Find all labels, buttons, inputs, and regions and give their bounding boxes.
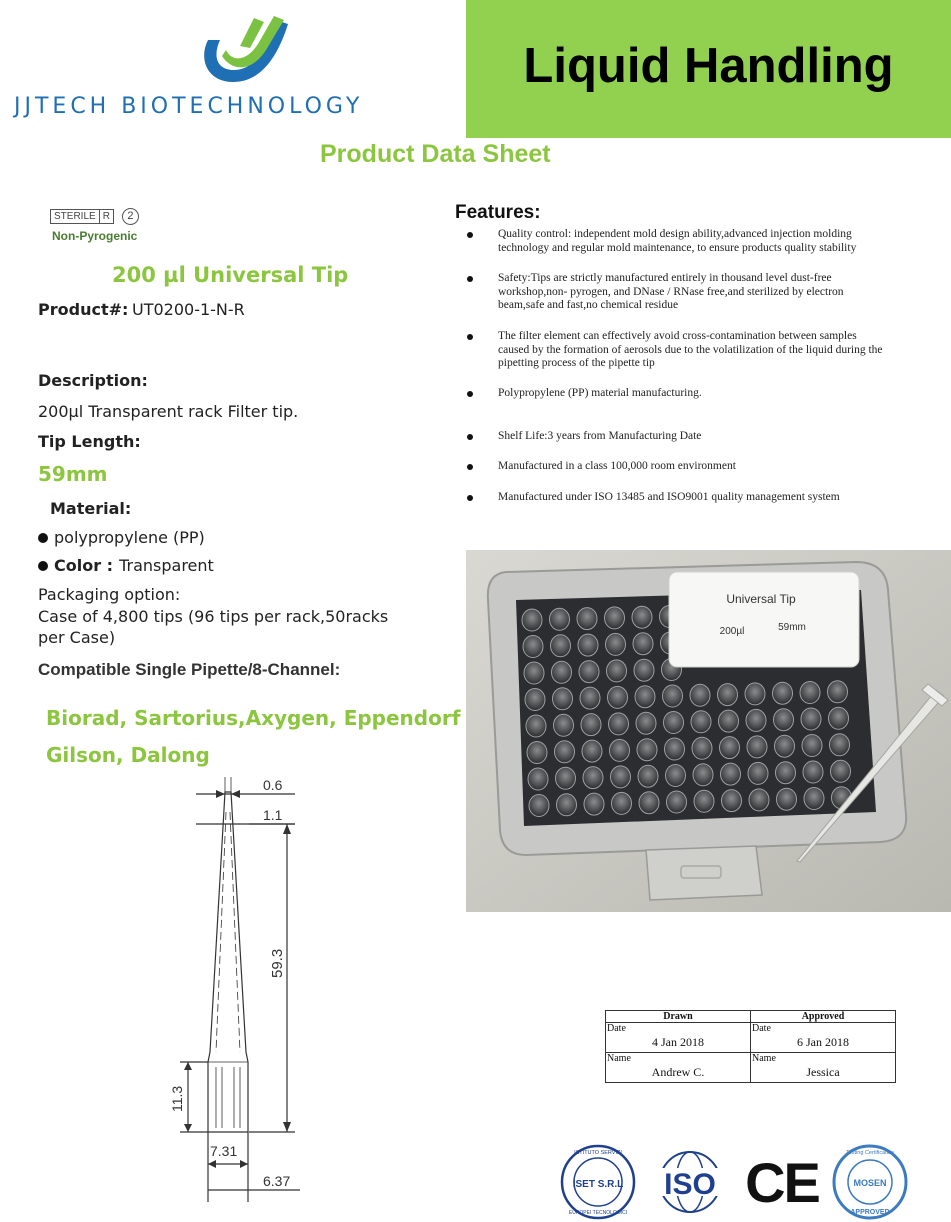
- rack-well: [554, 714, 574, 736]
- rack-well: [605, 607, 625, 629]
- rack-well: [528, 768, 548, 790]
- rack-well: [831, 760, 851, 782]
- tip-dimension-drawing: [160, 772, 330, 1212]
- iset-center: ISET S.R.L: [572, 1179, 624, 1190]
- dim-inner: 6.37: [263, 1173, 291, 1189]
- sterile-tag: [50, 209, 114, 224]
- rack-well: [637, 739, 657, 761]
- rack-well: [577, 608, 597, 630]
- rack-well: [692, 737, 712, 759]
- rack-well: [663, 685, 683, 707]
- bullet-icon: [465, 387, 498, 401]
- feature-text: The filter element can effectively avoid cross-contamination between samples: [498, 330, 857, 342]
- rack-well: [718, 684, 738, 706]
- feature-item: [465, 460, 943, 474]
- bullet-icon: [38, 533, 48, 543]
- dim-second: 1.1: [263, 807, 283, 823]
- sterile-tag-right: R: [99, 210, 110, 223]
- rack-well: [800, 682, 820, 704]
- company-name: JJTECH BIOTECHNOLOGY: [14, 94, 364, 119]
- feature-text: pipetting process of the pipette tip: [498, 357, 655, 369]
- mosen-top: Testing Certification: [846, 1150, 894, 1156]
- rack-well: [804, 788, 824, 810]
- rack-well: [608, 686, 628, 708]
- drawn-date-cell: [606, 1023, 751, 1053]
- feature-text: workshop,non- pyrogen, and DNase / RNase free,and sterilized by electron: [498, 285, 844, 298]
- brands-line-2: Gilson, Dalong: [46, 743, 210, 767]
- rack-well: [633, 633, 653, 655]
- name-key: Name: [607, 1053, 631, 1064]
- rack-well: [580, 687, 600, 709]
- feature-item: [465, 430, 943, 444]
- bullet-icon: [465, 330, 498, 371]
- rack-well: [746, 709, 766, 731]
- date-key: Date: [752, 1023, 771, 1034]
- rack-well: [828, 681, 848, 703]
- brands-line-1: Biorad, Sartorius,Axygen, Eppendorf: [46, 706, 461, 730]
- mosen-seal-icon: [834, 1146, 906, 1218]
- approved-header: Approved: [751, 1011, 896, 1023]
- material-value: polypropylene (PP): [54, 528, 205, 547]
- rack-well: [636, 712, 656, 734]
- product-photo: [466, 550, 951, 912]
- rack-well: [802, 735, 822, 757]
- feature-text: Quality control: independent mold design ability,advanced injection molding: [498, 228, 852, 240]
- banner: [466, 0, 951, 138]
- sterile-tag-left: STERILE: [54, 211, 96, 222]
- rack-well: [721, 763, 741, 785]
- rack-well: [693, 764, 713, 786]
- label-volume: 200µl: [719, 626, 745, 637]
- packaging-line-1: Case of 4,800 tips (96 tips per rack,50racks: [38, 607, 389, 626]
- rack-well: [773, 682, 793, 704]
- feature-item: [465, 228, 943, 255]
- rack-well: [525, 689, 545, 711]
- rack-well: [557, 794, 577, 816]
- iso-logo-icon: [656, 1152, 724, 1212]
- rack-well: [638, 765, 658, 787]
- rack-well: [748, 762, 768, 784]
- name-key: Name: [752, 1053, 776, 1064]
- rack-well: [551, 635, 571, 657]
- feature-item: [465, 272, 943, 313]
- rack-well: [720, 737, 740, 759]
- bullet-icon: [38, 561, 48, 571]
- feature-item: [465, 387, 943, 401]
- rack-well: [801, 708, 821, 730]
- drawn-name: Andrew C.: [651, 1065, 705, 1079]
- dim-collar: 11.3: [169, 1085, 185, 1112]
- rack-well: [667, 791, 687, 813]
- bullet-icon: [465, 460, 498, 474]
- approved-date: 6 Jan 2018: [797, 1035, 849, 1049]
- rack-well: [584, 793, 604, 815]
- packaging-line-2: per Case): [38, 628, 116, 647]
- rack-well: [830, 734, 850, 756]
- drawn-name-cell: [606, 1053, 751, 1083]
- iset-top: ISTITUTO SERVIZI: [574, 1150, 622, 1156]
- sheet-title: Product Data Sheet: [320, 140, 551, 168]
- color-value: Transparent: [119, 556, 214, 575]
- drawn-date: 4 Jan 2018: [652, 1035, 704, 1049]
- feature-text: caused by the formation of aerosols due to the volatilization of the liquid during the: [498, 343, 883, 356]
- non-pyrogenic-label: Non-Pyrogenic: [52, 229, 138, 243]
- rack-well: [803, 761, 823, 783]
- color-label: Color :: [54, 556, 114, 575]
- rack-well: [691, 711, 711, 733]
- dim-outer: 7.31: [210, 1143, 238, 1159]
- rack-well: [632, 606, 652, 628]
- rack-well: [529, 795, 549, 817]
- bullet-icon: [465, 228, 498, 255]
- certification-logos: [560, 1140, 920, 1222]
- rack-well: [634, 659, 654, 681]
- date-key: Date: [607, 1023, 626, 1034]
- feature-text: Shelf Life:3 years from Manufacturing Date: [498, 430, 702, 442]
- feature-text: Manufactured under ISO 13485 and ISO9001 quality management system: [498, 491, 840, 503]
- rack-well: [777, 788, 797, 810]
- rack-well: [747, 736, 767, 758]
- rack-well: [776, 762, 796, 784]
- bullet-icon: [465, 491, 498, 505]
- company-logo: [10, 6, 465, 131]
- iso-text: ISO: [664, 1168, 716, 1201]
- tip-length-value: 59mm: [38, 462, 108, 486]
- bullet-icon: [465, 272, 498, 313]
- feature-text: technology and regular mold maintenance, to ensure products quality stability: [498, 241, 857, 254]
- rack-well: [664, 712, 684, 734]
- feature-item: [465, 491, 943, 505]
- rack-well: [606, 633, 626, 655]
- approved-name-cell: [751, 1053, 896, 1083]
- drawn-header: Drawn: [606, 1011, 751, 1023]
- rack-well: [555, 741, 575, 763]
- description-value: 200µl Transparent rack Filter tip.: [38, 402, 299, 421]
- rack-well: [690, 684, 710, 706]
- rack-well: [553, 688, 573, 710]
- rack-well: [607, 660, 627, 682]
- ce-mark: CE: [745, 1151, 819, 1214]
- rack-well: [583, 767, 603, 789]
- label-title: Universal Tip: [726, 592, 796, 606]
- feature-item: [465, 330, 943, 371]
- rack-well: [635, 686, 655, 708]
- rack-well: [552, 661, 572, 683]
- iset-seal-icon: [562, 1146, 634, 1218]
- rack-well: [579, 661, 599, 683]
- rack-well: [527, 742, 547, 764]
- description-label: Description:: [38, 371, 148, 390]
- rack-well: [522, 609, 542, 631]
- rack-well: [694, 790, 714, 812]
- rack-well: [612, 792, 632, 814]
- rack-well: [745, 683, 765, 705]
- mosen-center: MOSEN: [853, 1178, 887, 1188]
- rack-well: [578, 634, 598, 656]
- approved-date-cell: [751, 1023, 896, 1053]
- rack-well: [775, 735, 795, 757]
- rack-well: [609, 713, 629, 735]
- approval-table: [605, 1010, 896, 1083]
- sterile-badge: [50, 208, 139, 225]
- rack-well: [582, 740, 602, 762]
- color-item: [38, 556, 214, 575]
- material-item: [38, 528, 205, 547]
- label-length: 59mm: [778, 622, 806, 633]
- rack-well: [550, 608, 570, 630]
- tip-rack-image: [466, 550, 951, 912]
- rack-well: [523, 636, 543, 658]
- dim-top: 0.6: [263, 777, 283, 793]
- material-label: Material:: [50, 499, 132, 518]
- features-title: Features:: [455, 202, 541, 223]
- product-number: UT0200-1-N-R: [132, 300, 245, 319]
- feature-text: beam,safe and fast,no chemical residue: [498, 299, 679, 311]
- rack-well: [611, 766, 631, 788]
- single-use-icon: 2: [122, 208, 139, 225]
- rack-well: [722, 790, 742, 812]
- packaging-label: Packaging option:: [38, 585, 181, 604]
- rack-well: [665, 738, 685, 760]
- jj-logo-icon: [188, 10, 298, 90]
- rack-well: [774, 709, 794, 731]
- rack-well: [829, 707, 849, 729]
- rack-well: [666, 765, 686, 787]
- banner-title: Liquid Handling: [523, 39, 894, 93]
- rack-well: [556, 767, 576, 789]
- compatible-label: Compatible Single Pipette/8-Channel:: [38, 660, 341, 679]
- rack-well: [719, 710, 739, 732]
- rack-well: [639, 792, 659, 814]
- rack-well: [749, 789, 769, 811]
- rack-well: [610, 739, 630, 761]
- mosen-bottom: APPROVED: [850, 1209, 890, 1216]
- feature-text: Manufactured in a class 100,000 room environment: [498, 460, 736, 472]
- rack-well: [581, 714, 601, 736]
- iset-bottom: EUROPEI TECNOLOGICI: [568, 1210, 628, 1216]
- rack-well: [526, 715, 546, 737]
- feature-text: Safety:Tips are strictly manufactured entirely in thousand level dust-free: [498, 272, 832, 284]
- approved-name: Jessica: [806, 1065, 840, 1079]
- product-number-label: Product#:: [38, 300, 129, 319]
- product-title: 200 µl Universal Tip: [112, 263, 349, 287]
- rack-well: [524, 662, 544, 684]
- bullet-icon: [465, 430, 498, 444]
- feature-text: Polypropylene (PP) material manufacturing.: [498, 387, 702, 399]
- dim-length: 59.3: [269, 948, 286, 978]
- tip-length-label: Tip Length:: [38, 432, 141, 451]
